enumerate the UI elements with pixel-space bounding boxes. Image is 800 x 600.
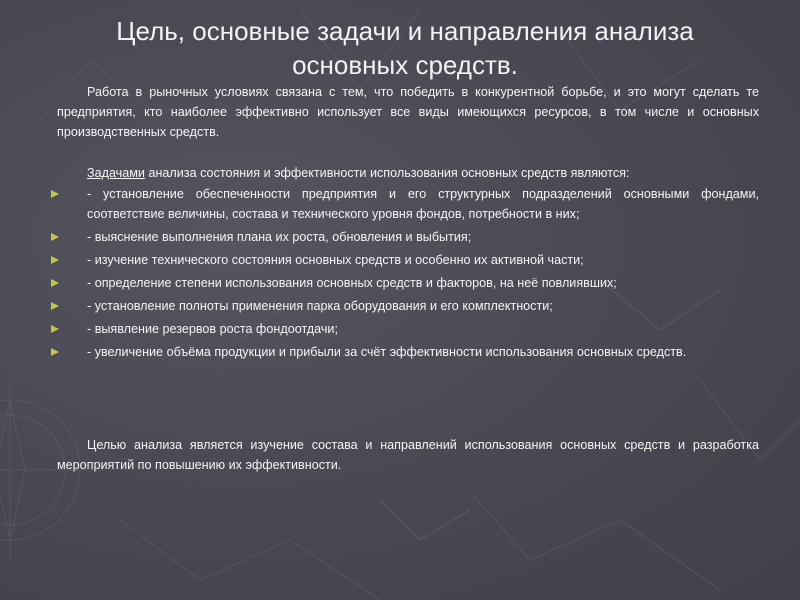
list-item-text: - изучение технического состояния основных средств и особенно их активной части; [87,253,584,267]
bullet-arrow-icon [51,279,59,287]
list-item [57,342,759,362]
slide-title [40,14,770,82]
list-item [57,273,759,293]
list-item [57,227,759,247]
intro-paragraph: Работа в рыночных условиях связана с тем, что победить в конкурентной борьбе, и это могут сделать те предприятия, кто наиболее эффективно использует все виды имеющихся ресурсов, в том числе и основных производственных средств. [57,85,759,139]
title-line-2: основных средств. [292,50,518,80]
bullet-arrow-icon [51,325,59,333]
bullet-arrow-icon [51,256,59,264]
list-item [57,319,759,339]
bullet-arrow-icon [51,302,59,310]
list-item-text: - установление полноты применения парка оборудования и его комплектности; [87,299,553,313]
bullet-arrow-icon [51,348,59,356]
list-item [57,184,759,224]
list-item-text: - увеличение объёма продукции и прибыли за счёт эффективности использования основных средств. [87,345,687,359]
tasks-list [57,184,759,365]
title-line-1: Цель, основные задачи и направления анализа [116,16,694,46]
list-item-text: - выяснение выполнения плана их роста, обновления и выбытия; [87,230,472,244]
list-item [57,296,759,316]
tasks-heading-rest: анализа состояния и эффективности использования основных средств являются: [144,166,630,180]
bullet-arrow-icon [51,190,59,198]
list-item-text: - выявление резервов роста фондоотдачи; [87,322,338,336]
bullet-arrow-icon [51,233,59,241]
tasks-heading [87,163,759,183]
conclusion-paragraph: Целью анализа является изучение состава и направлений использования основных средств и разработка мероприятий по повышению их эффективности. [57,438,759,472]
tasks-heading-underlined: Задачами [87,166,145,180]
list-item-text: - определение степени использования основных средств и факторов, на неё повлиявших; [87,276,617,290]
list-item-text: - установление обеспеченности предприятия и его структурных подразделений основными фондами, соответствие величины, состава и технического уровня фондов, потребности в них; [87,187,759,221]
list-item [57,250,759,270]
